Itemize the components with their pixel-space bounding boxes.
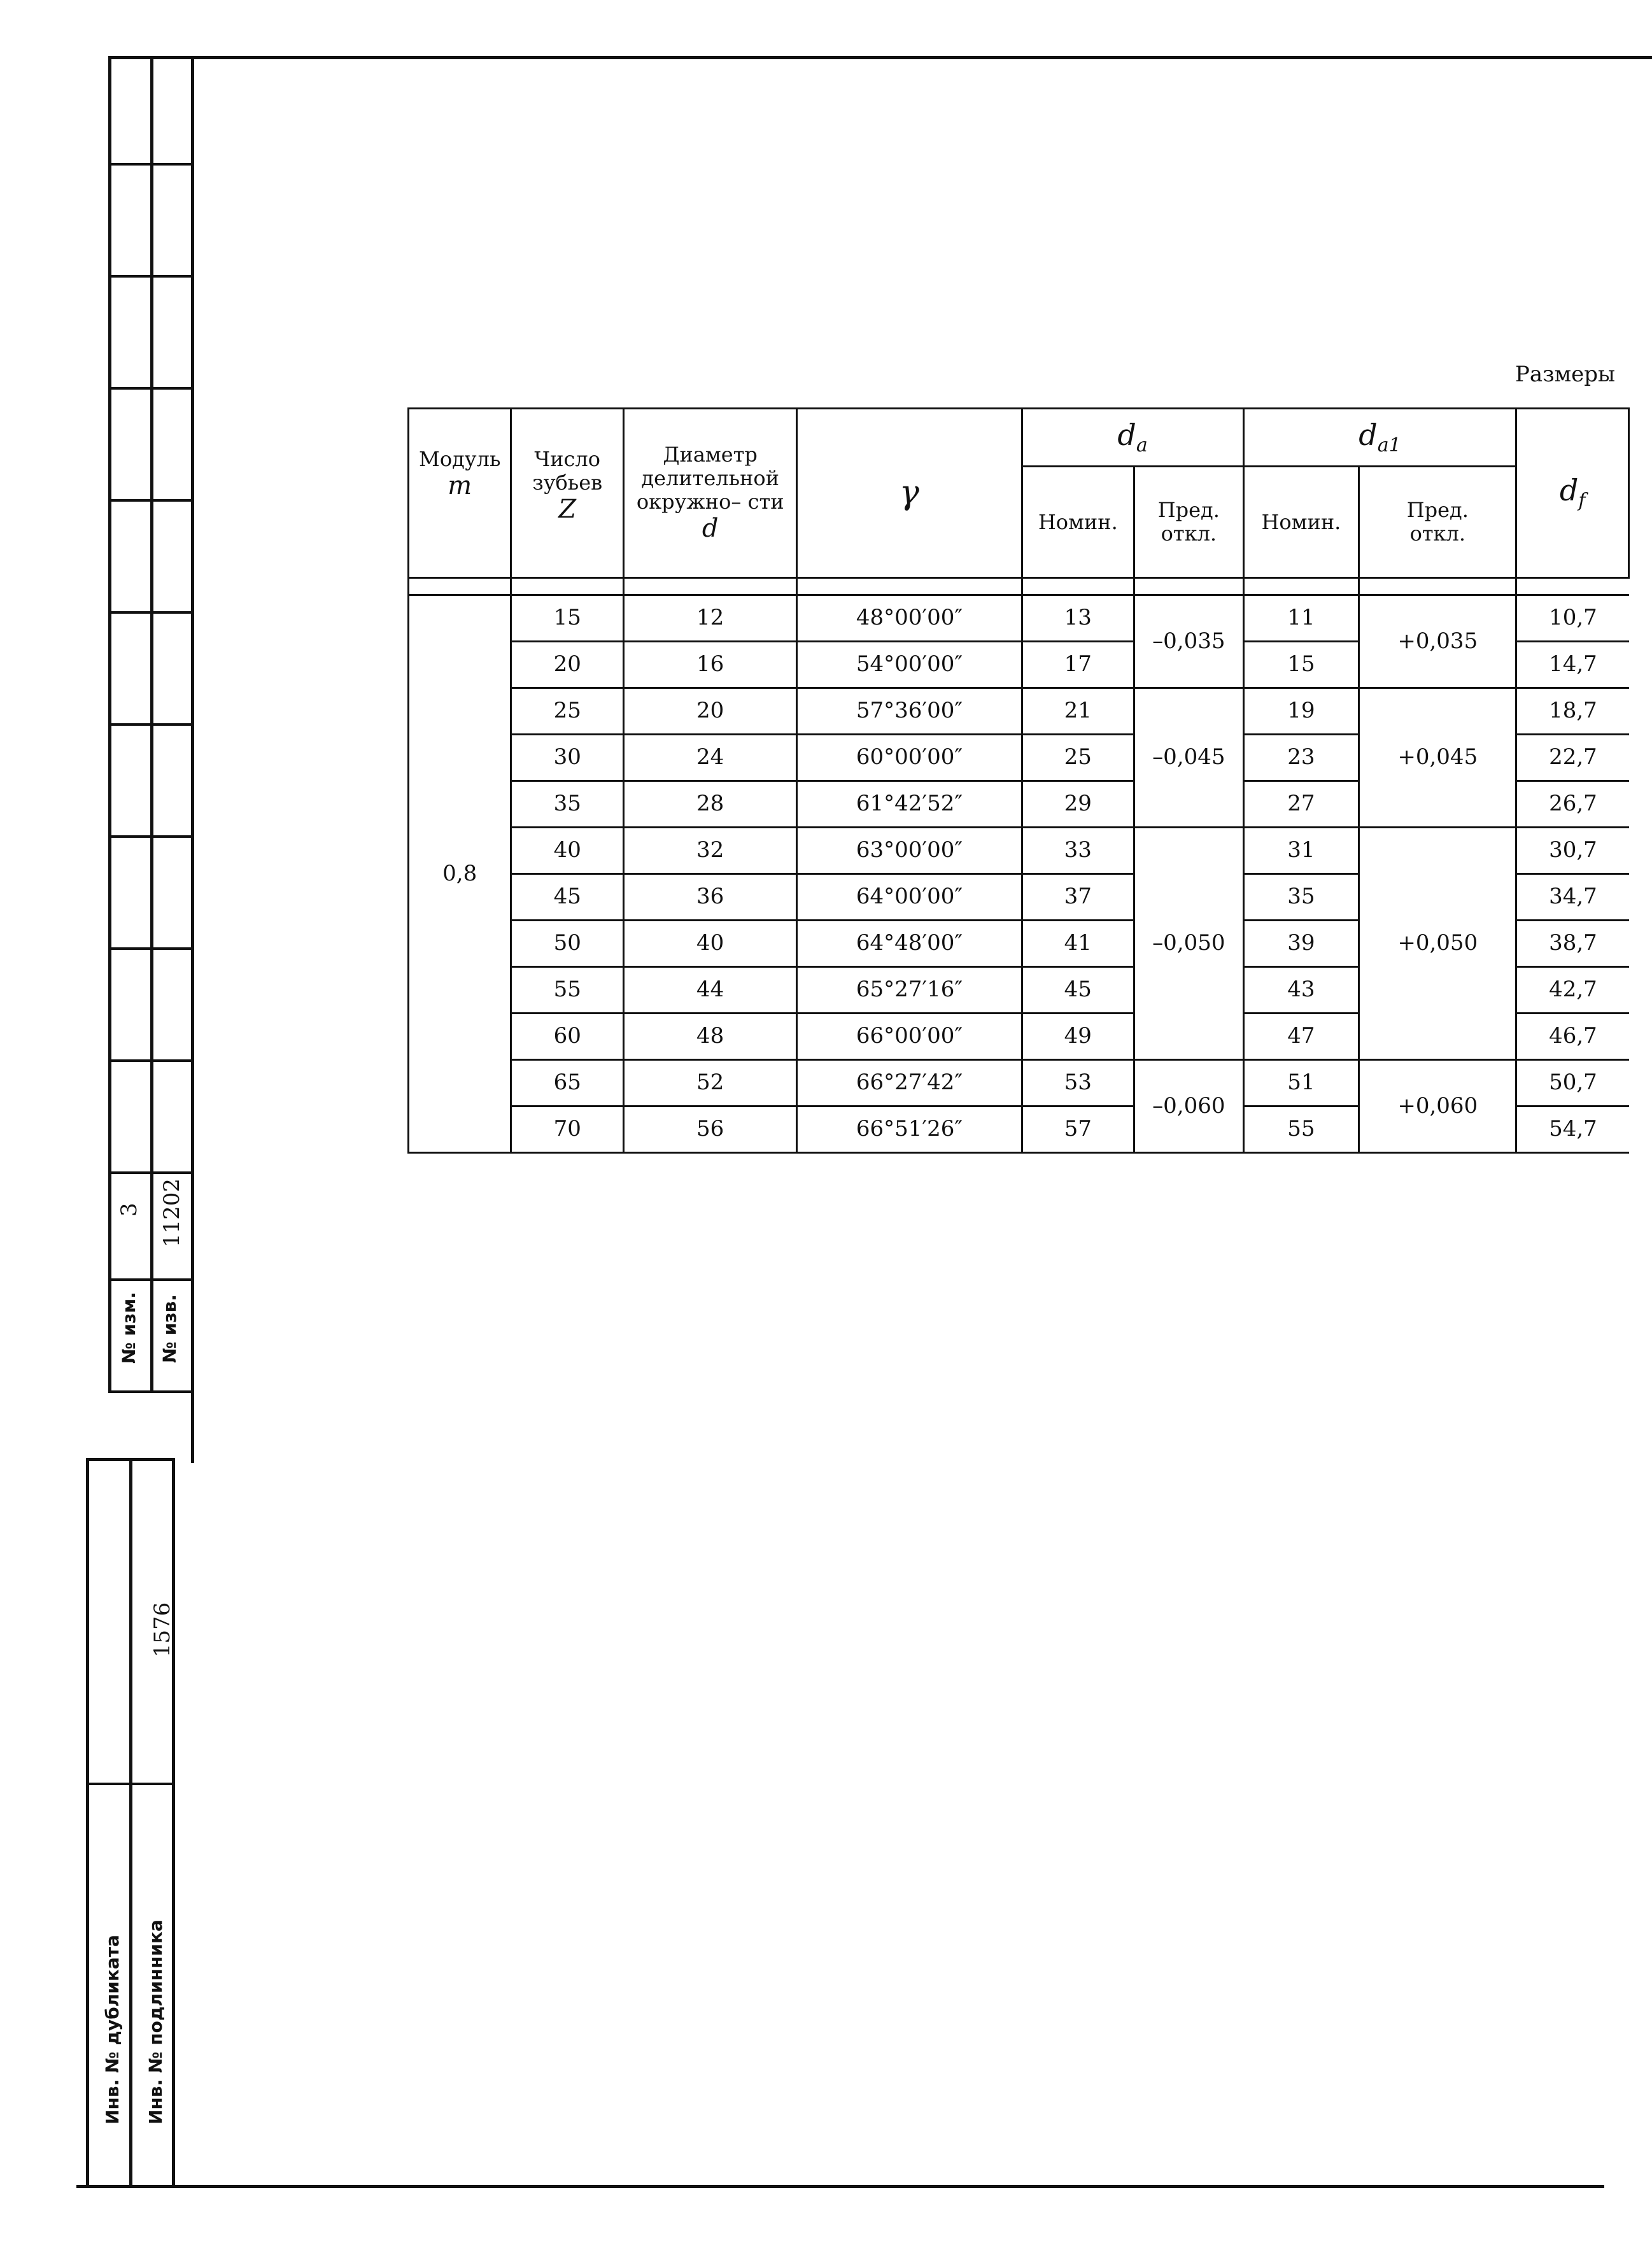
header-df-symbol: $d_f$	[1559, 473, 1586, 512]
stamp-dublikat-label: Инв. № дубликата	[102, 1935, 123, 2124]
cell-gamma: 54°00′00″	[797, 642, 1022, 688]
cell-da-dev: –0,050	[1134, 828, 1244, 1060]
cell-da-dev: –0,045	[1134, 688, 1244, 828]
cell-z: 25	[511, 688, 624, 735]
cell-d: 52	[623, 1060, 796, 1106]
cell-gamma: 65°27′16″	[797, 967, 1022, 1014]
header-da1-dev	[1359, 467, 1516, 578]
cell-da1: 43	[1243, 967, 1359, 1014]
module-value: 0,8	[409, 595, 511, 1153]
cell-da1-dev: +0,060	[1359, 1060, 1516, 1153]
cell-d: 16	[623, 642, 796, 688]
table-row	[409, 595, 1629, 642]
cell-da1: 47	[1243, 1014, 1359, 1060]
cell-z: 70	[511, 1106, 624, 1153]
cell-da1-dev: +0,045	[1359, 688, 1516, 828]
cell-df: 50,7	[1516, 1060, 1629, 1106]
cell-df: 30,7	[1516, 828, 1629, 874]
cell-da: 37	[1022, 874, 1134, 921]
units-label: Размеры	[1515, 362, 1616, 387]
header-da-symbol: $d_a$	[1117, 417, 1148, 456]
stamp-izv-label: № изв.	[159, 1294, 180, 1363]
header-da-dev-label: Пред. откл.	[1157, 498, 1220, 546]
cell-da1: 51	[1243, 1060, 1359, 1106]
frame-top-line	[108, 56, 1652, 59]
cell-da1: 11	[1243, 595, 1359, 642]
header-da1-nom: Номин.	[1243, 467, 1359, 578]
cell-df: 54,7	[1516, 1106, 1629, 1153]
cell-da: 21	[1022, 688, 1134, 735]
cell-d: 36	[623, 874, 796, 921]
table-row	[409, 828, 1629, 874]
cell-df: 42,7	[1516, 967, 1629, 1014]
cell-z: 20	[511, 642, 624, 688]
cell-da: 49	[1022, 1014, 1134, 1060]
cell-d: 20	[623, 688, 796, 735]
cell-da: 17	[1022, 642, 1134, 688]
header-module-symbol: m	[448, 470, 472, 500]
cell-da-dev: –0,060	[1134, 1060, 1244, 1153]
cell-gamma: 61°42′52″	[797, 781, 1022, 828]
cell-df: 22,7	[1516, 735, 1629, 781]
cell-da1: 55	[1243, 1106, 1359, 1153]
cell-da: 53	[1022, 1060, 1134, 1106]
cell-da1: 35	[1243, 874, 1359, 921]
cell-da1-dev: +0,035	[1359, 595, 1516, 688]
header-da1-symbol: $d_{a1}$	[1359, 417, 1401, 456]
cell-da1: 27	[1243, 781, 1359, 828]
cell-d: 32	[623, 828, 796, 874]
cell-z: 45	[511, 874, 624, 921]
cell-z: 65	[511, 1060, 624, 1106]
cell-da1: 31	[1243, 828, 1359, 874]
cell-da1-dev: +0,050	[1359, 828, 1516, 1060]
cell-df: 38,7	[1516, 921, 1629, 967]
cell-z: 30	[511, 735, 624, 781]
header-gamma-symbol: γ	[899, 473, 919, 512]
header-teeth	[511, 409, 624, 578]
cell-da: 45	[1022, 967, 1134, 1014]
cell-gamma: 60°00′00″	[797, 735, 1022, 781]
cell-df: 26,7	[1516, 781, 1629, 828]
stamp-izv-value: 11202	[159, 1178, 185, 1248]
stamp-izm-label: № изм.	[118, 1292, 139, 1364]
cell-z: 55	[511, 967, 624, 1014]
cell-d: 56	[623, 1106, 796, 1153]
header-teeth-label: Число зубьев	[532, 447, 603, 495]
cell-d: 28	[623, 781, 796, 828]
cell-d: 40	[623, 921, 796, 967]
header-da1-dev-label: Пред. откл.	[1406, 498, 1469, 546]
cell-z: 50	[511, 921, 624, 967]
cell-da: 13	[1022, 595, 1134, 642]
cell-d: 12	[623, 595, 796, 642]
stamp-podlinnik-value: 1576	[150, 1602, 175, 1658]
cell-gamma: 63°00′00″	[797, 828, 1022, 874]
header-module	[409, 409, 511, 578]
cell-da: 33	[1022, 828, 1134, 874]
cell-df: 14,7	[1516, 642, 1629, 688]
cell-z: 35	[511, 781, 624, 828]
cell-da: 25	[1022, 735, 1134, 781]
header-diameter	[623, 409, 796, 578]
cell-da: 57	[1022, 1106, 1134, 1153]
cell-d: 44	[623, 967, 796, 1014]
header-da-nom: Номин.	[1022, 467, 1134, 578]
header-df	[1516, 409, 1629, 578]
header-diameter-symbol: d	[702, 513, 719, 543]
stamp-podlinnik-label: Инв. № подлинника	[145, 1919, 166, 2124]
cell-da1: 39	[1243, 921, 1359, 967]
gear-parameters-table	[407, 407, 1630, 1154]
cell-da1: 19	[1243, 688, 1359, 735]
cell-gamma: 64°48′00″	[797, 921, 1022, 967]
cell-z: 15	[511, 595, 624, 642]
header-diameter-label: Диаметр делительной окружно– сти	[636, 442, 784, 514]
frame-bottom-line	[76, 2185, 1604, 2188]
header-teeth-symbol: Z	[558, 494, 577, 524]
cell-df: 18,7	[1516, 688, 1629, 735]
table-row	[409, 688, 1629, 735]
cell-da-dev: –0,035	[1134, 595, 1244, 688]
cell-d: 24	[623, 735, 796, 781]
gap-cell	[409, 578, 511, 595]
cell-z: 60	[511, 1014, 624, 1060]
table-row	[409, 1060, 1629, 1106]
cell-z: 40	[511, 828, 624, 874]
cell-da1: 15	[1243, 642, 1359, 688]
cell-df: 34,7	[1516, 874, 1629, 921]
cell-df: 10,7	[1516, 595, 1629, 642]
cell-gamma: 66°27′42″	[797, 1060, 1022, 1106]
header-module-label: Модуль	[419, 447, 501, 471]
cell-gamma: 57°36′00″	[797, 688, 1022, 735]
header-da1	[1243, 409, 1516, 467]
cell-da: 41	[1022, 921, 1134, 967]
cell-gamma: 48°00′00″	[797, 595, 1022, 642]
cell-gamma: 66°51′26″	[797, 1106, 1022, 1153]
cell-d: 48	[623, 1014, 796, 1060]
cell-gamma: 64°00′00″	[797, 874, 1022, 921]
cell-gamma: 66°00′00″	[797, 1014, 1022, 1060]
stamp-izm-value: 3	[116, 1203, 142, 1217]
cell-da1: 23	[1243, 735, 1359, 781]
header-da	[1022, 409, 1243, 467]
cell-df: 46,7	[1516, 1014, 1629, 1060]
cell-da: 29	[1022, 781, 1134, 828]
header-gamma	[797, 409, 1022, 578]
header-da-dev	[1134, 467, 1244, 578]
